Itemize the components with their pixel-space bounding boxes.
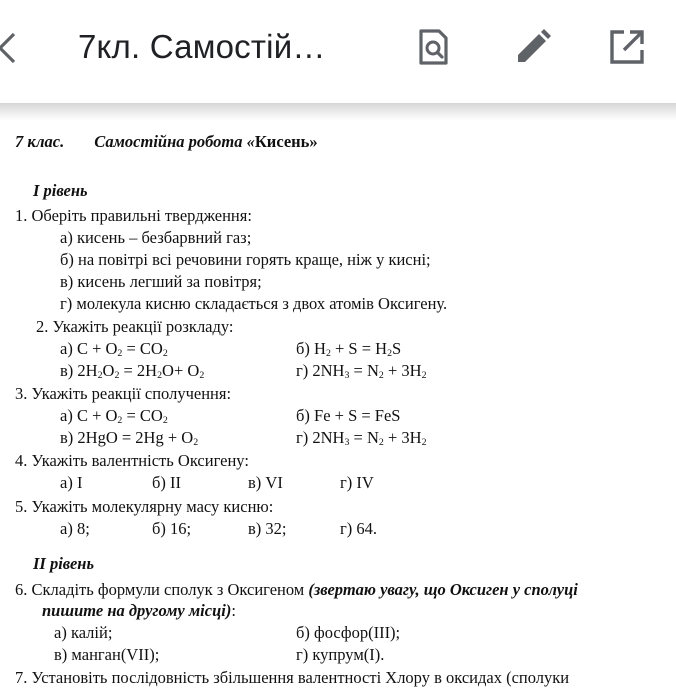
q6-option-d: г) купрум(І). — [296, 645, 385, 664]
question-5: 5. Укажіть молекулярну масу кисню: — [15, 497, 274, 516]
q1-option-d: г) молекула кисню складається з двох атомів Оксигену. — [60, 294, 448, 313]
document-page — [0, 121, 676, 687]
q2-option-d: г) $2NH_3 = N_2 + 3H_2$ — [296, 361, 427, 381]
document-title: 7кл. Самостій… — [78, 28, 326, 65]
q4-option-b: б) II — [152, 473, 182, 492]
chevron-left-icon[interactable] — [0, 28, 18, 68]
q6-option-b: б) фосфор(III); — [296, 623, 401, 642]
q3-option-d: г) $2NH_3 = N_2 + 3H_2$ — [296, 428, 427, 448]
q3-option-a: а) $C + O_2 = CO_2$ — [60, 406, 168, 426]
q1-option-a: а) кисень – безбарвний газ; — [60, 228, 252, 247]
q2-option-b: б) $H_2 + S = H_2S$ — [296, 339, 402, 359]
question-4: 4. Укажіть валентність Оксигену: — [15, 451, 249, 470]
question-1: 1. Оберіть правильні твердження: — [15, 206, 252, 225]
question-2: 2. Укажіть реакції розкладу: — [36, 317, 234, 336]
question-6-note: пишите на другому місці): — [42, 601, 236, 620]
question-7: 7. Установіть послідовність збільшення валентності Хлору в оксидах (сполуки — [15, 668, 570, 687]
q1-option-b: б) на повітрі всі речовини горять краще, ніж у кисні; — [60, 250, 431, 269]
q5-option-b: б) 16; — [152, 519, 192, 538]
q5-option-d: г) 64. — [340, 519, 378, 538]
q4-option-a: а) I — [60, 473, 83, 492]
open-external-icon[interactable] — [606, 26, 648, 68]
question-6: 6. Складіть формули сполук з Оксигеном (звертаю увагу, що Оксиген у сполуці — [15, 580, 578, 599]
q2-option-c: в) $2H_2O_2 = 2H_2O+ O_2$ — [60, 361, 205, 381]
q6-option-a: а) калій; — [54, 623, 113, 642]
q5-option-c: в) 32; — [248, 519, 287, 538]
q4-option-d: г) IV — [340, 473, 374, 492]
q5-option-a: а) 8; — [60, 519, 90, 538]
pencil-icon[interactable] — [512, 26, 554, 68]
q3-option-b: б) Fe + S = FeS — [296, 406, 401, 425]
app-bar — [0, 0, 676, 103]
toolbar-shadow — [0, 103, 676, 121]
search-document-icon[interactable] — [412, 26, 454, 68]
level-1-heading: І рівень — [33, 181, 88, 200]
q1-option-c: в) кисень легший за повітря; — [60, 272, 262, 291]
level-2-heading: ІІ рівень — [33, 554, 94, 573]
question-3: 3. Укажіть реакції сполучення: — [15, 384, 232, 403]
q6-option-c: в) манган(VII); — [54, 645, 160, 664]
q2-option-a: а) $C + O_2 = CO_2$ — [60, 339, 168, 359]
q4-option-c: в) VI — [248, 473, 283, 492]
q3-option-c: в) $2HgO = 2Hg + O_2$ — [60, 428, 199, 448]
doc-header: 7 клас. Самостійна робота «Кисень» — [15, 132, 318, 151]
